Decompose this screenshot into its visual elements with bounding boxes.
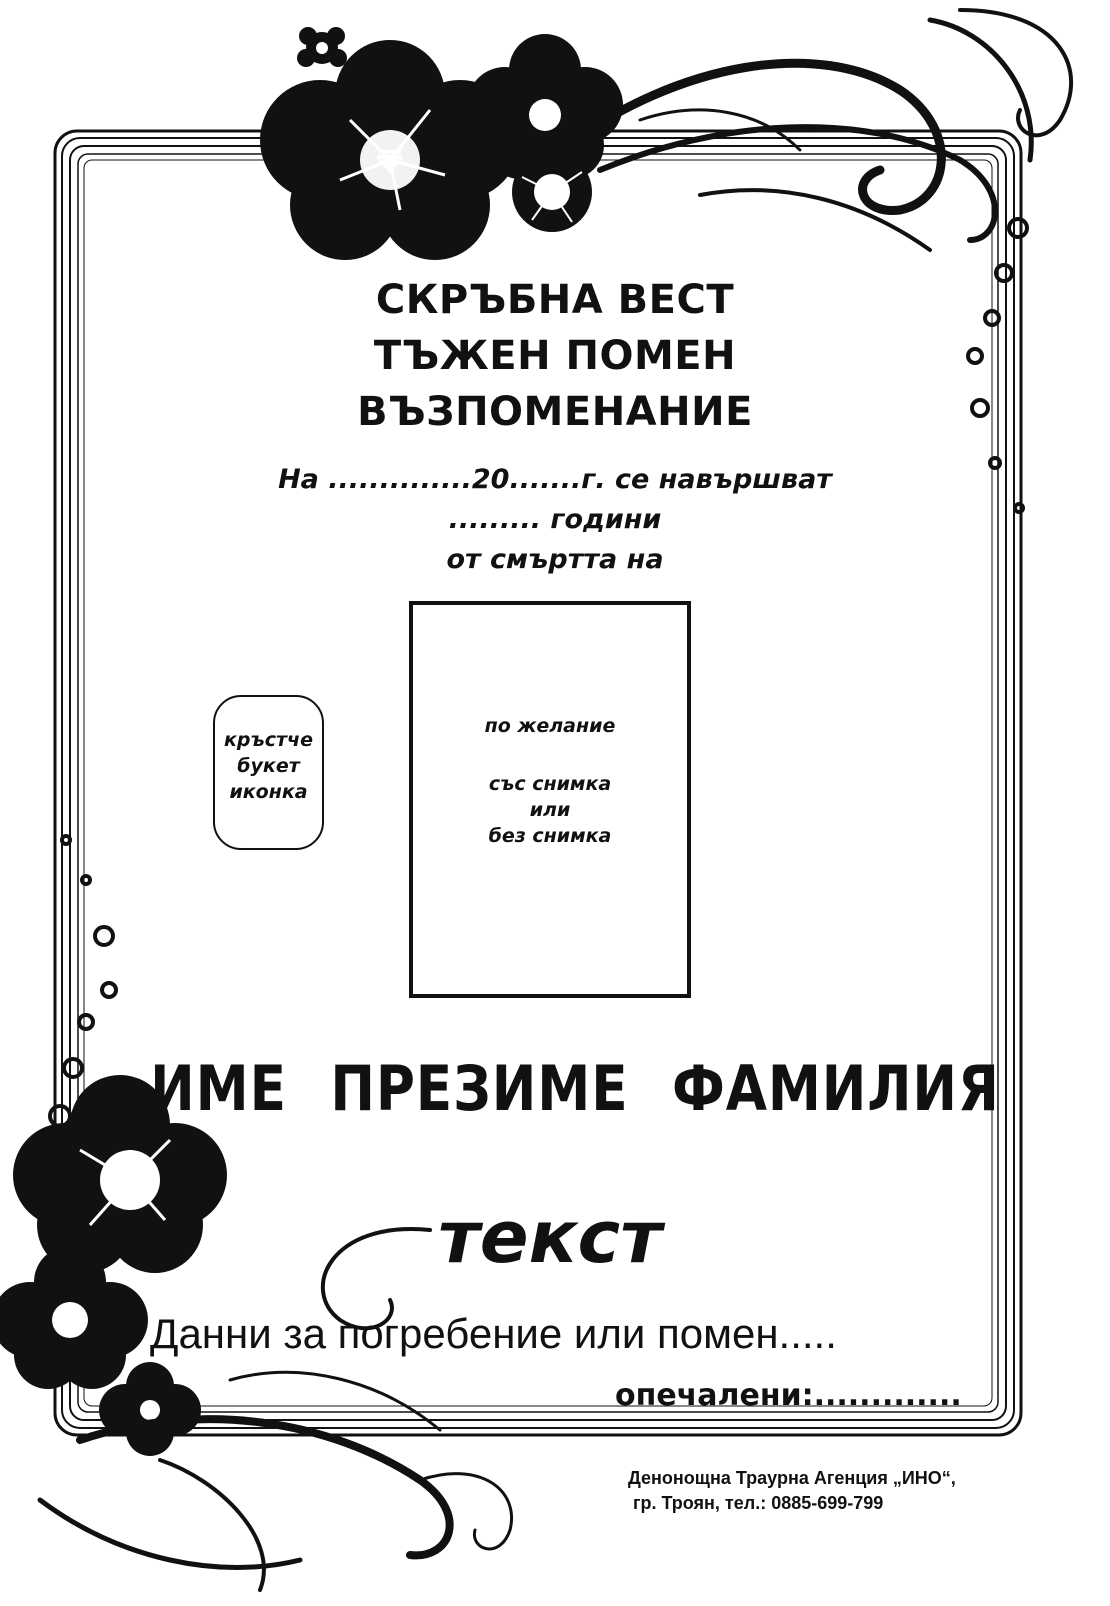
icon-placeholder-line: кръстче: [224, 729, 313, 751]
agency-name: Денонощна Траурна Агенция „ИНО“,: [628, 1468, 956, 1488]
page-title: [0, 272, 1110, 440]
date-block: [0, 460, 1110, 580]
photo-placeholder-line: по желание: [484, 715, 616, 737]
photo-placeholder-line: със снимка: [488, 773, 612, 795]
photo-placeholder-line: или: [529, 799, 571, 821]
date-line-3: от смъртта на: [446, 544, 664, 575]
icon-placeholder-line: букет: [237, 755, 300, 777]
date-line-1: На ..............20.......г. се навършват: [278, 464, 832, 495]
photo-placeholder-line: без снимка: [488, 825, 612, 847]
icon-placeholder-line: иконка: [229, 781, 308, 803]
date-line-2: ......... години: [448, 504, 662, 535]
deceased-name: ИМЕ ПРЕЗИМЕ ФАМИЛИЯ: [150, 1052, 1000, 1125]
heading-line-2: ТЪЖЕН ПОМЕН: [373, 333, 737, 379]
body-text: текст: [438, 1195, 662, 1279]
agency-contact: гр. Троян, тел.: 0885-699-799: [633, 1493, 884, 1513]
mourners: опечалени:.............: [615, 1378, 962, 1413]
burial-details: Данни за погребение или помен.....: [150, 1310, 837, 1357]
icon-placeholder: [213, 695, 324, 850]
photo-placeholder: [409, 601, 691, 998]
heading-line-3: ВЪЗПОМЕНАНИЕ: [357, 389, 753, 435]
heading-line-1: СКРЪБНА ВЕСТ: [375, 277, 735, 323]
